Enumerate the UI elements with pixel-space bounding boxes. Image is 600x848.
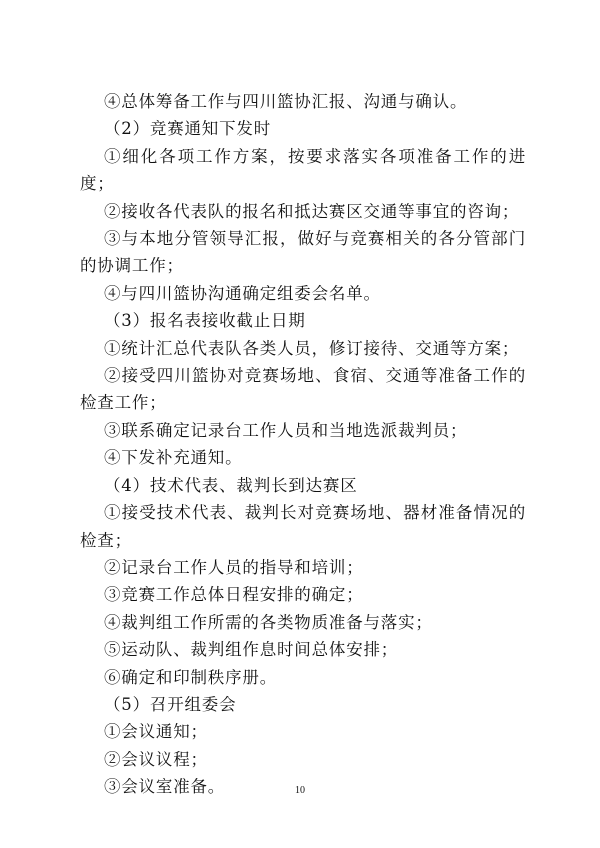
paragraph-item: ①统计汇总代表队各类人员，修订接待、交通等方案； <box>104 338 520 358</box>
paragraph-item: ③与本地分管领导汇报，做好与竞赛相关的各分管部门的协调工作； <box>80 229 526 276</box>
paragraph-item: ③联系确定记录台工作人员和当地选派裁判员； <box>104 420 468 440</box>
paragraph-item: ②会议议程； <box>104 749 208 769</box>
paragraph-item: ①会议通知； <box>104 722 208 742</box>
document-body <box>80 88 526 801</box>
paragraph-item: ⑥确定和印制秩序册。 <box>104 667 277 687</box>
paragraph-item: ④下发补充通知。 <box>104 448 243 468</box>
paragraph-item: ④裁判组工作所需的各类物质准备与落实； <box>104 612 433 632</box>
paragraph-item: ⑤运动队、裁判组作息时间总体安排； <box>104 640 399 660</box>
paragraph-item: ②接受四川篮协对竞赛场地、食宿、交通等准备工作的检查工作； <box>80 366 526 413</box>
paragraph-item: ②记录台工作人员的指导和培训； <box>104 557 364 577</box>
section-heading-5: （5）召开组委会 <box>104 694 237 714</box>
paragraph-item-4-confirm: ④总体筹备工作与四川篮协汇报、沟通与确认。 <box>104 92 468 111</box>
paragraph-item: ④与四川篮协沟通确定组委会名单。 <box>104 283 381 303</box>
section-heading-4: （4）技术代表、裁判长到达赛区 <box>104 475 358 495</box>
paragraph-item: ③会议室准备。 <box>104 777 226 797</box>
paragraph-item: ②接收各代表队的报名和抵达赛区交通等事宜的咨询； <box>104 201 520 221</box>
paragraph-item: ③竞赛工作总体日程安排的确定； <box>104 585 364 605</box>
section-heading-3: （3）报名表接收截止日期 <box>104 311 306 331</box>
paragraph-item: ①细化各项工作方案，按要求落实各项准备工作的进度； <box>80 146 526 194</box>
section-heading-2: （2）竞赛通知下发时 <box>104 119 271 139</box>
page-number: 10 <box>295 785 305 796</box>
paragraph-item: ①接受技术代表、裁判长对竞赛场地、器材准备情况的检查； <box>80 503 526 550</box>
